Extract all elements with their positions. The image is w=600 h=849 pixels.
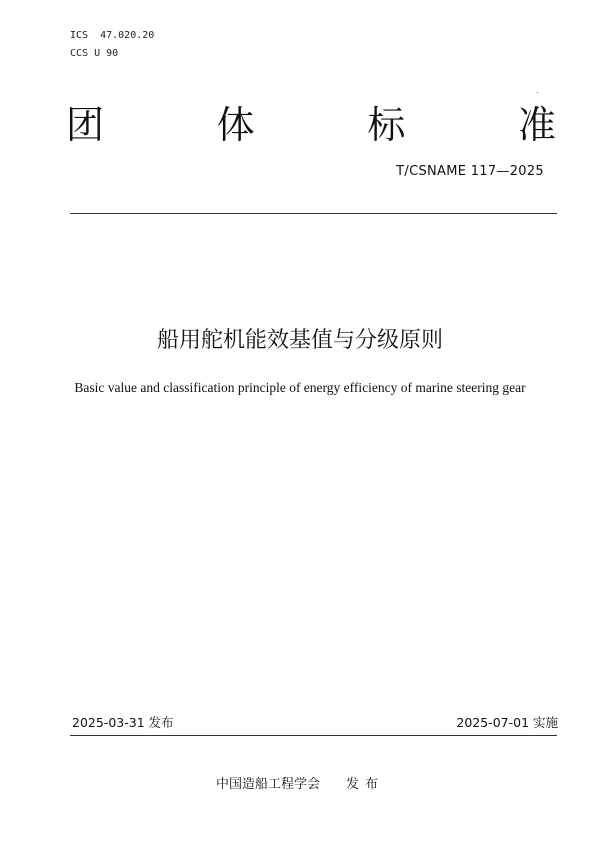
classification-codes [70, 27, 154, 63]
bottom-divider [70, 735, 557, 736]
publisher-organization: 中国造船工程学会 [215, 777, 320, 792]
standard-number: T/CSNAME 117—2025 [396, 164, 544, 179]
scan-speck [537, 92, 538, 93]
standard-type-char-1: 团 [66, 103, 105, 147]
ics-code: ICS 47.020.20 [70, 30, 155, 41]
standard-type-char-3: 标 [367, 103, 406, 147]
issue-date: 2025-03-31 发布 [72, 715, 174, 730]
implementation-date: 2025-07-01 实施 [456, 715, 558, 730]
standard-type-char-4: 准 [517, 103, 556, 147]
top-divider [70, 213, 557, 214]
publisher-line [0, 775, 600, 795]
publisher-action: 发布 [346, 777, 385, 792]
ccs-code: CCS U 90 [70, 48, 119, 59]
document-title-chinese: 船用舵机能效基值与分级原则 [156, 328, 443, 353]
document-title-english: Basic value and classification principle of energy efficiency of marine steering gear [74, 380, 526, 395]
standard-type-heading [66, 98, 556, 152]
standard-type-char-2: 体 [216, 103, 255, 147]
